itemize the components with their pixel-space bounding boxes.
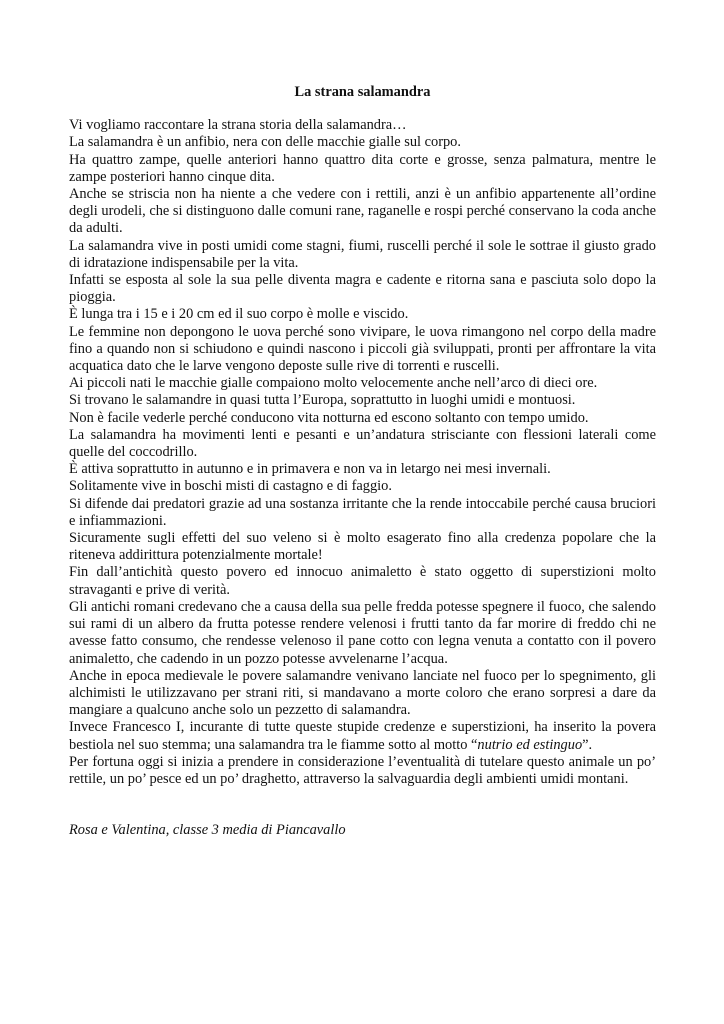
paragraph: La salamandra ha movimenti lenti e pesanti e un’andatura strisciante con flessioni laterali come quelle del coccodrillo. [69,426,656,461]
paragraph: È lunga tra i 15 e i 20 cm ed il suo corpo è molle e viscido. [69,306,409,323]
document-title: La strana salamandra [294,84,431,100]
paragraph: Fin dall’antichità questo povero ed innocuo animaletto è stato oggetto di superstizioni molto stravaganti e prive di verità. [69,564,656,598]
motto-close: ”. [582,736,593,753]
paragraph: Le femmine non depongono le uova perché sono vivipare, le uova rimangono nel corpo della madre fino a quando non si schiudono e quindi nascono i piccoli già sviluppati, pronti per affrontare la vita acquatica dato che le larve vengono deposte sulle rive di torrenti e ruscelli. [69,323,656,375]
signature: Rosa e Valentina, classe 3 media di Piancavallo [69,822,346,839]
paragraph: Non è facile vederle perché conducono vita notturna ed escono soltanto con tempo umido. [69,409,589,426]
francesco-text: Invece Francesco I, incurante di tutte queste stupide credenze e superstizioni, ha inserito la povera bestiola nel suo stemma; una salamandra tra le fiamme sotto al motto “ [69,719,656,753]
paragraph: La salamandra vive in posti umidi come stagni, fiumi, ruscelli perché il sole le sottrae il giusto grado di idratazione indispensabile per la vita. [69,237,656,271]
paragraph: Ha quattro zampe, quelle anteriori hanno quattro dita corte e grosse, senza palmatura, mentre le zampe posteriori hanno cinque dita. [69,151,656,185]
paragraph: Sicuramente sugli effetti del suo veleno si è molto esagerato fino alla credenza popolare che la riteneva addirittura potenzialmente mortale! [69,530,656,564]
paragraph: Solitamente vive in boschi misti di castagno e di faggio. [69,478,392,495]
paragraph: La salamandra è un anfibio, nera con delle macchie gialle sul corpo. [69,134,461,151]
paragraph-francesco [69,719,656,753]
paragraph: Anche in epoca medievale le povere salamandre venivano lanciate nel fuoco per lo spegnimento, gli alchimisti le utilizzavano per strani riti, si mandavano a morte coloro che erano sorpresi a dare da mangiare a qualcuno anche solo un pezzetto di salamandra. [69,667,656,719]
paragraph: Anche se striscia non ha niente a che vedere con i rettili, anzi è un anfibio appartenente all’ordine degli urodeli, che si distinguono dalle comuni rane, raganelle e rospi perché conservano la coda anche da adulti. [69,186,656,237]
paragraph-closing: Per fortuna oggi si inizia a prendere in considerazione l’eventualità di tutelare questo animale un po’ rettile, un po’ pesce ed un po’ draghetto, attraverso la salvaguardia degli ambienti umidi montani. [69,753,656,787]
paragraph: Gli antichi romani credevano che a causa della sua pelle fredda potesse spegnere il fuoco, che salendo sui rami di un albero da frutta potesse rendere velenosi i frutti tanto da far morire di freddo chi ne avesse fatto consumo, che rendesse velenoso il pane cotto con legna venuta a contatto con il povero animaletto, che cadendo in un pozzo potesse avvelenarne l’acqua. [69,598,656,667]
document-page [69,84,656,839]
paragraph: È attiva soprattutto in autunno e in primavera e non va in letargo nei mesi invernali. [69,461,551,478]
motto: nutrio ed estinguo [477,736,583,753]
paragraph: Vi vogliamo raccontare la strana storia della salamandra… [69,117,407,134]
paragraph: Infatti se esposta al sole la sua pelle diventa magra e cadente e ritorna sana e pasciuta solo dopo la pioggia. [69,272,656,306]
paragraph: Ai piccoli nati le macchie gialle compaiono molto velocemente anche nell’arco di dieci ore. [69,375,598,392]
paragraph: Si trovano le salamandre in quasi tutta l’Europa, soprattutto in luoghi umidi e montuosi. [69,392,576,409]
paragraph: Si difende dai predatori grazie ad una sostanza irritante che la rende intoccabile perché causa bruciori e infiammazioni. [69,495,656,529]
